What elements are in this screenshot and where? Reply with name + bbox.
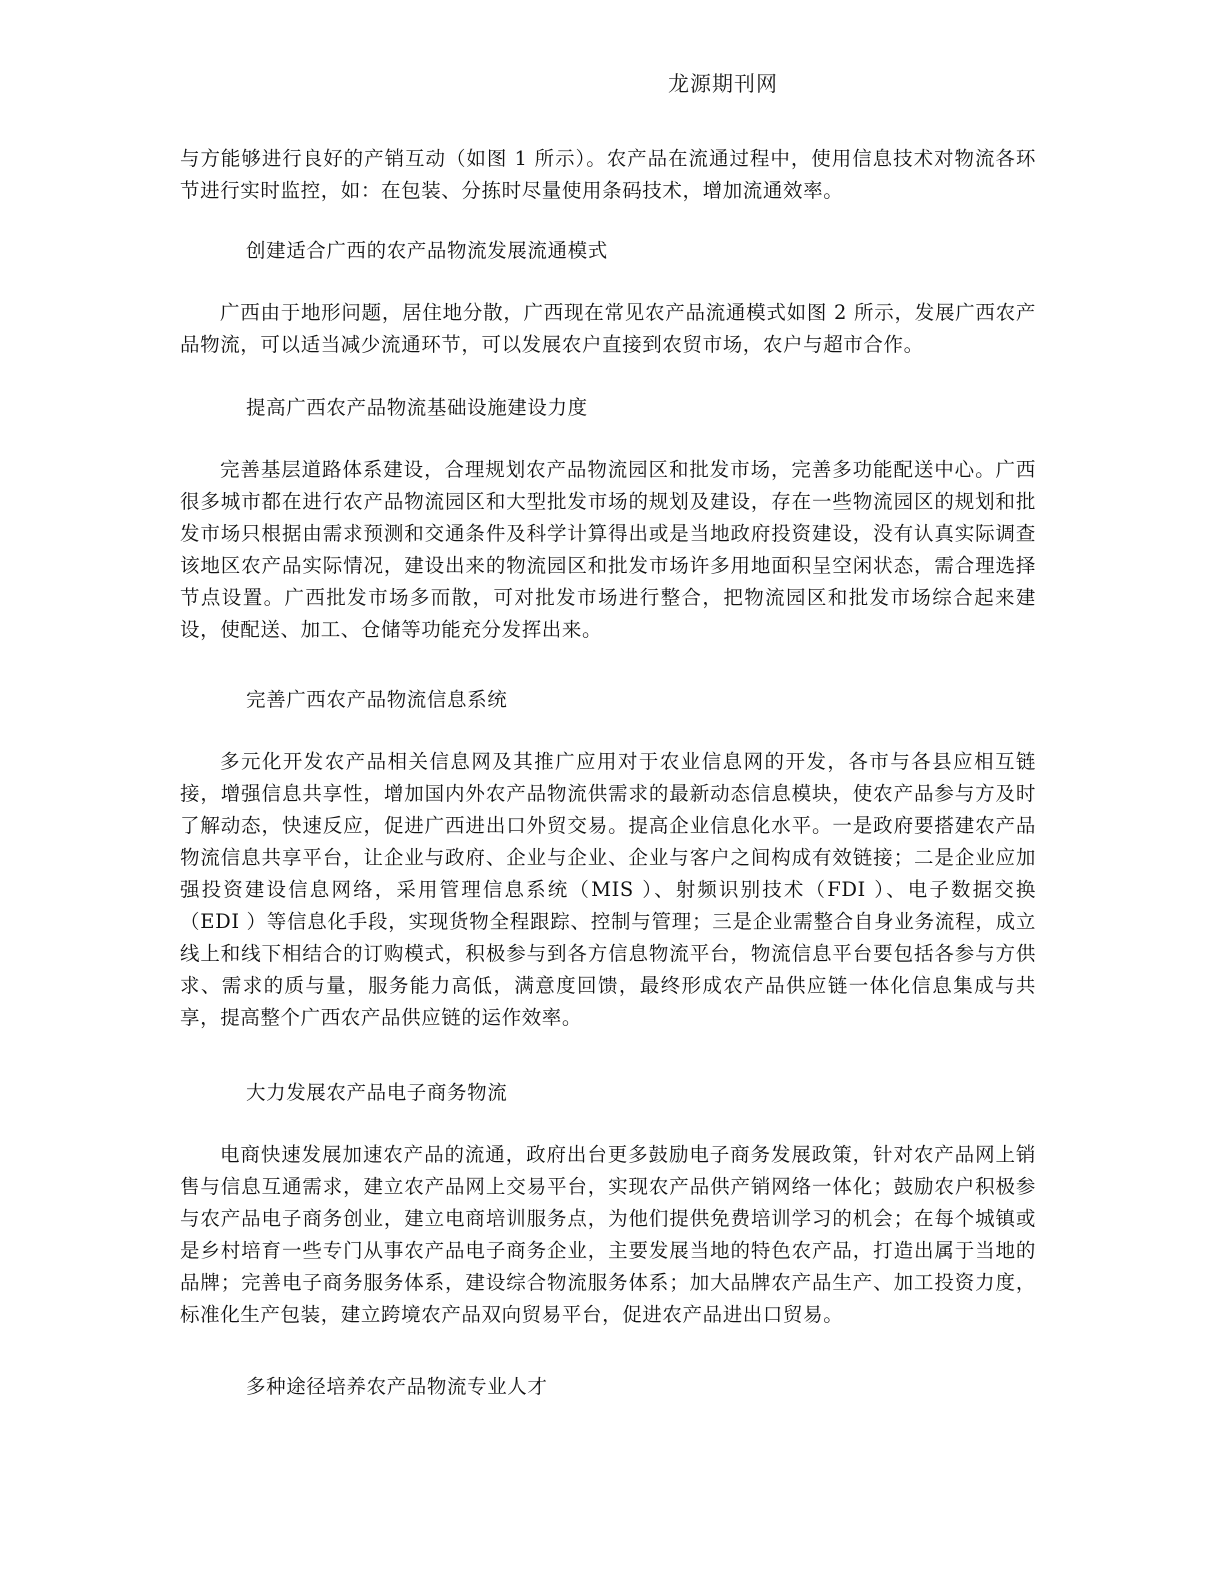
paragraph-circulation-mode: 广西由于地形问题，居住地分散，广西现在常见农产品流通模式如图 2 所示，发展广西农产品物流，可以适当减少流通环节，可以发展农户直接到农贸市场，农户与超市合作。: [180, 301, 1036, 356]
paragraph-information-system: 多元化开发农产品相关信息网及其推广应用对于农业信息网的开发，各市与各县应相互链接，增强信息共享性，增加国内外农产品物流供需求的最新动态信息模块，使农产品参与方及时了解动态，快速反应，促进广西进出口外贸交易。提高企业信息化水平。一是政府要搭建农产品物流信息共享平台，让企业与政府、企业与企业、企业与客户之间构成有效链接；二是企业应加强投资建设信息网络，采用管理信息系统（MIS ）、射频识别技术（FDI ）、电子数据交换（EDI ）等信息化手段，实现货物全程跟踪、控制与管理；三是企业需整合自身业务流程，成立线上和线下相结合的订购模式，积极参与到各方信息物流平台，物流信息平台要包括各参与方供求、需求的质与量，服务能力高低，满意度回馈，最终形成农产品供应链一体化信息集成与共享，提高整个广西农产品供应链的运作效率。: [180, 750, 1036, 1029]
paragraph-ecommerce: 电商快速发展加速农产品的流通，政府出台更多鼓励电子商务发展政策，针对农产品网上销售与信息互通需求，建立农产品网上交易平台，实现农产品供产销网络一体化；鼓励农户积极参与农产品电子商务创业，建立电商培训服务点，为他们提供免费培训学习的机会；在每个城镇或是乡村培育一些专门从事农产品电子商务企业，主要发展当地的特色农产品，打造出属于当地的品牌；完善电子商务服务体系，建设综合物流服务体系；加大品牌农产品生产、加工投资力度，标准化生产包装，建立跨境农产品双向贸易平台，促进农产品进出口贸易。: [180, 1143, 1036, 1326]
paragraph-intro: 与方能够进行良好的产销互动（如图 1 所示）。农产品在流通过程中，使用信息技术对物流各环节进行实时监控，如：在包装、分拣时尽量使用条码技术，增加流通效率。: [180, 147, 1036, 202]
section-heading-5: 大力发展农产品电子商务物流: [246, 1081, 508, 1104]
section-heading-6: 多种途径培养农产品物流专业人才: [246, 1375, 548, 1398]
paragraph-infrastructure: 完善基层道路体系建设，合理规划农产品物流园区和批发市场，完善多功能配送中心。广西很多城市都在进行农产品物流园区和大型批发市场的规划及建设，存在一些物流园区的规划和批发市场只根据由需求预测和交通条件及科学计算得出或是当地政府投资建设，没有认真实际调查该地区农产品实际情况，建设出来的物流园区和批发市场许多用地面积呈空闲状态，需合理选择节点设置。广西批发市场多而散，可对批发市场进行整合，把物流园区和批发市场综合起来建设，使配送、加工、仓储等功能充分发挥出来。: [180, 458, 1036, 641]
section-heading-4: 完善广西农产品物流信息系统: [246, 688, 508, 711]
section-heading-2: 创建适合广西的农产品物流发展流通模式: [246, 239, 608, 262]
section-heading-3: 提高广西农产品物流基础设施建设力度: [246, 396, 588, 419]
journal-header: 龙源期刊网: [668, 72, 778, 96]
